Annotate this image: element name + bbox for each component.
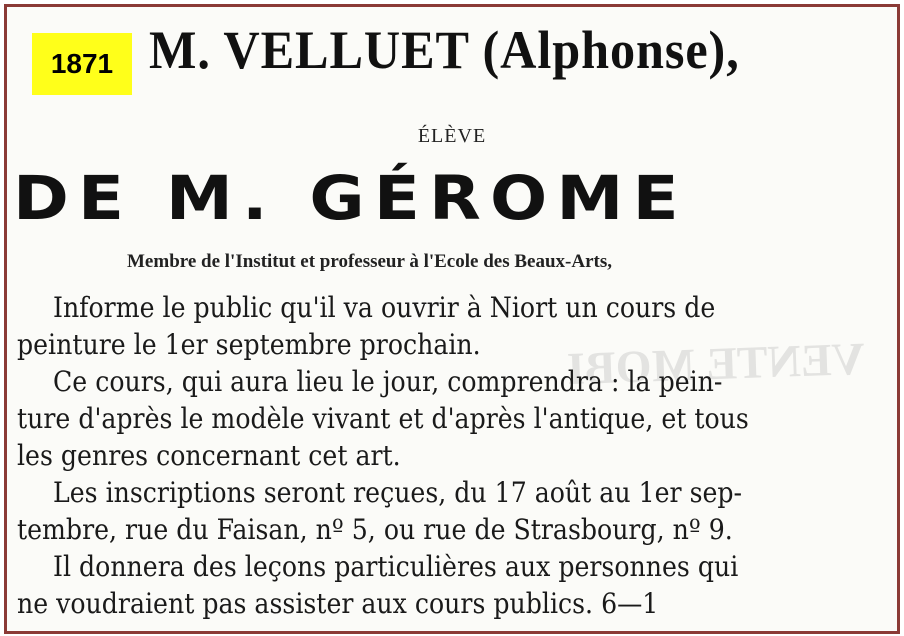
body-line: peinture le 1er septembre prochain. [17, 328, 481, 361]
body-line: ne voudraient pas assister aux cours publics. 6—1 [17, 587, 659, 620]
year-badge [32, 33, 132, 95]
body-line: ture d'après le modèle vivant et d'après l'antique, et tous [17, 402, 749, 435]
bleed-through-text: VENTE MOBI [566, 332, 866, 395]
membre-subtitle: Membre de l'Institut et professeur à l'Ecole des Beaux-Arts, [127, 251, 612, 272]
body-line: Informe le public qu'il va ouvrir à Niort un cours de [53, 291, 716, 324]
advert-title: M. VELLUET (Alphonse), [149, 20, 740, 80]
advert-body [17, 289, 809, 622]
newspaper-clipping [4, 4, 900, 634]
body-line: Ce cours, qui aura lieu le jour, comprendra : la pein- [53, 365, 723, 398]
body-line: Il donnera des leçons particulières aux personnes qui [53, 550, 739, 583]
body-line: les genres concernant cet art. [17, 439, 401, 472]
master-heading: DE M. GÉROME [13, 163, 688, 234]
body-line: Les inscriptions seront reçues, du 17 août au 1er sep- [53, 476, 743, 509]
year-badge-label: 1871 [50, 48, 114, 79]
eleve-heading: ÉLÈVE [417, 125, 487, 147]
body-line: tembre, rue du Faisan, nº 5, ou rue de Strasbourg, nº 9. [17, 513, 733, 546]
